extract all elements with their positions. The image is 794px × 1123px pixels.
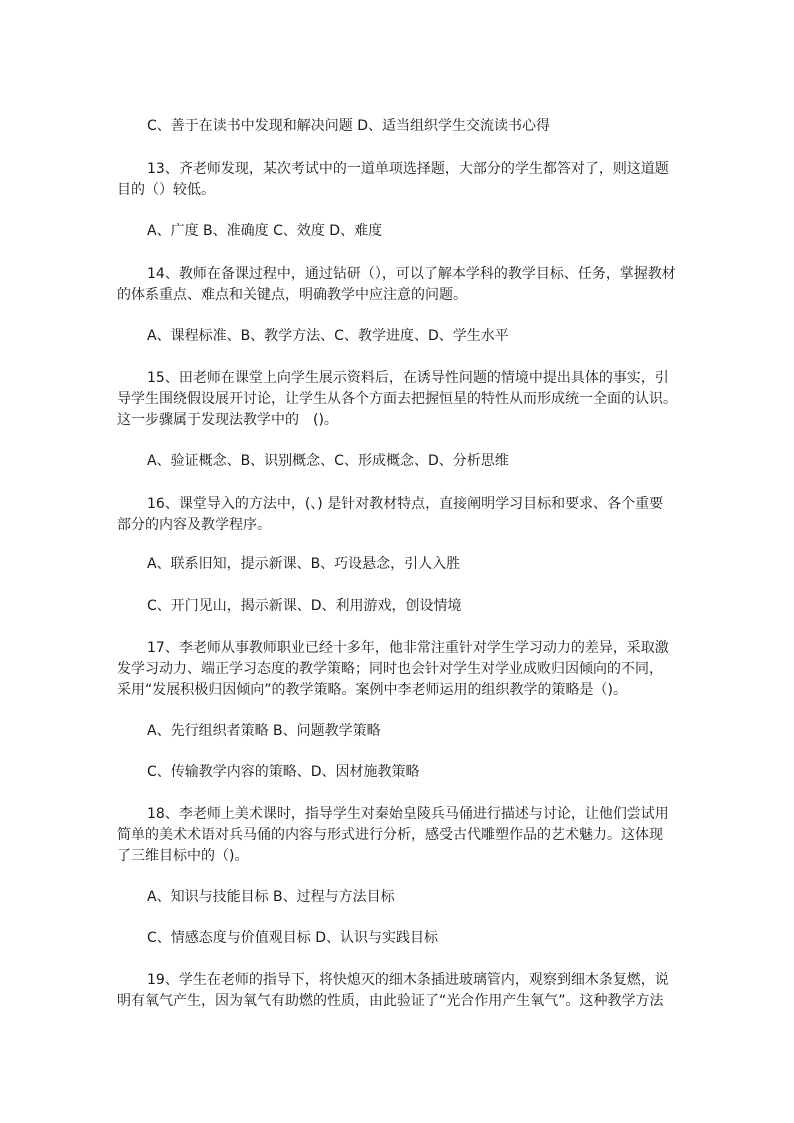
paragraph <box>117 159 677 201</box>
text-line: 部分的内容及教学程序。 <box>117 517 271 533</box>
text-line: 15、田老师在课堂上向学生展示资料后，在诱导性问题的情境中提出具体的事实，引 <box>147 370 669 386</box>
text-line: 19、学生在老师的指导下，将快熄灭的细木条插进玻璃管内，观察到细木条复燃，说 <box>147 972 669 988</box>
paragraph <box>117 264 677 306</box>
paragraph <box>117 554 677 575</box>
paragraph <box>117 451 677 472</box>
paragraph <box>117 221 677 242</box>
text-line: 17、李老师从事教师职业已经十多年，他非常注重针对学生学习动力的差异，采取激 <box>147 640 669 656</box>
text-line: 16、课堂导入的方法中，(、) 是针对教材特点，直接阐明学习目标和要求、各个重要 <box>147 496 664 512</box>
paragraph <box>117 596 677 617</box>
text-line: 简单的美术术语对兵马俑的内容与形式进行分析，感受古代雕塑作品的艺术魅力。这体现 <box>117 827 663 843</box>
text-line: A、先行组织者策略 B、问题教学策略 <box>147 723 381 739</box>
paragraph <box>117 326 677 347</box>
paragraph <box>117 762 677 783</box>
text-line: A、课程标准、B、教学方法、C、教学进度、D、学生水平 <box>147 328 509 344</box>
text-line: A、验证概念、B、识别概念、C、形成概念、D、分析思维 <box>147 453 509 469</box>
paragraph <box>117 721 677 742</box>
text-line: 了三维目标中的（)。 <box>117 848 249 864</box>
paragraph <box>117 638 677 701</box>
text-line: A、知识与技能目标 B、过程与方法目标 <box>147 889 395 905</box>
text-line: C、开门见山，揭示新课、D、利用游戏，创设情境 <box>147 598 462 614</box>
text-line: 发学习动力、端正学习态度的教学策略；同时也会针对学生对学业成败归因倾向的不同， <box>117 661 663 677</box>
paragraph <box>117 804 677 867</box>
text-line: C、情感态度与价值观目标 D、认识与实践目标 <box>147 930 439 946</box>
text-line: 目的（）较低。 <box>117 182 215 198</box>
text-line: 18、李老师上美术课时，指导学生对秦始皇陵兵马俑进行描述与讨论，让他们尝试用 <box>147 806 669 822</box>
paragraph <box>117 116 677 137</box>
text-line: A、联系旧知，提示新课、B、巧设悬念，引人入胜 <box>147 556 461 572</box>
paragraph <box>117 928 677 949</box>
text-line: 明有氧气产生，因为氧气有助燃的性质，由此验证了“光合作用产生氧气”。这种教学方法 <box>117 993 664 1009</box>
paragraph <box>117 887 677 908</box>
text-line: 导学生围绕假设展开讨论，让学生从各个方面去把握恒星的特性从而形成统一全面的认识。 <box>117 391 677 407</box>
text-line: 的体系重点、难点和关键点，明确教学中应注意的问题。 <box>117 287 467 303</box>
paragraph <box>117 368 677 431</box>
text-line: C、善于在读书中发现和解决问题 D、适当组织学生交流读书心得 <box>147 118 551 134</box>
text-line: A、广度 B、准确度 C、效度 D、难度 <box>147 223 383 239</box>
paragraph <box>117 494 677 536</box>
paragraph <box>117 970 677 1012</box>
text-line: 13、齐老师发现，某次考试中的一道单项选择题，大部分的学生都答对了，则这道题 <box>147 161 669 177</box>
text-line: 14、教师在备课过程中，通过钻研（），可以了解本学科的教学目标、任务，掌握教材 <box>147 266 676 282</box>
text-line: 这一步骤属于发现法教学中的 ()。 <box>117 412 338 428</box>
text-line: 采用“发展积极归因倾向”的教学策略。案例中李老师运用的组织教学的策略是（)。 <box>117 682 627 698</box>
text-line: C、传输教学内容的策略、D、因材施教策略 <box>147 764 420 780</box>
